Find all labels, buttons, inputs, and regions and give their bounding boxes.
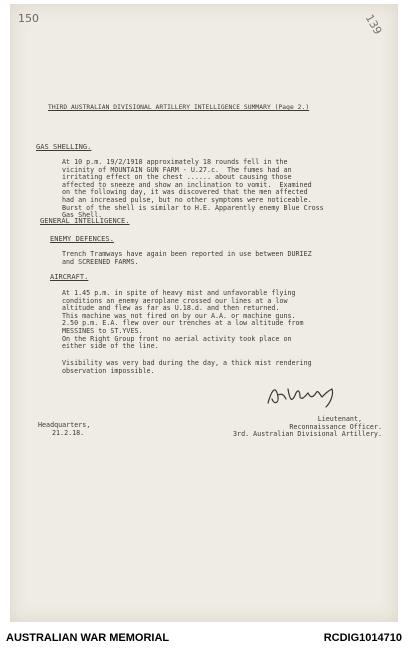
page-number-left: 150	[18, 12, 39, 25]
aircraft-heading: AIRCRAFT.	[50, 273, 89, 281]
signature-role: Reconnaissance Officer.	[289, 422, 382, 431]
footer-id: RCDIG1014710	[323, 632, 402, 644]
gas-line: had an increased pulse, but no other symptoms were noticeable.	[62, 195, 312, 204]
headquarters-date: 21.2.18.	[52, 428, 85, 437]
visibility-line: observation impossible.	[62, 366, 155, 375]
aircraft-line: 2.50 p.m. E.A. flew over our trenches at a low altitude from	[62, 319, 304, 328]
aircraft-line: MESSINES to ST.YVES.	[62, 326, 143, 335]
gas-shelling-heading: GAS SHELLING.	[36, 143, 92, 151]
signature-unit: 3rd. Australian Divisional Artillery.	[233, 430, 382, 439]
gas-line: vicinity of MOUNTAIN GUN FARM - U.27.c. The fumes had an	[62, 165, 292, 174]
aircraft-line: This machine was not fired on by our A.A. or machine guns.	[62, 311, 296, 320]
aircraft-line: On the Right Group front no aerial activity took place on	[62, 334, 292, 343]
enemy-line: Trench Tramways have again been reported in use between DURIEZ	[62, 250, 312, 258]
aircraft-line: altitude and flew as far as U.18.d. and then returned.	[62, 304, 280, 313]
gas-line: on the following day, it was discovered that the men affected	[62, 188, 308, 197]
aircraft-line: conditions an enemy aeroplane crossed our lines at a low	[62, 296, 288, 305]
gas-line: irritating effect on the chest ...... about causing those	[62, 173, 292, 182]
signature-block	[232, 416, 382, 439]
aircraft-paragraph	[62, 290, 304, 351]
visibility-line: Visibility was very bad during the day, a thick mist rendering	[62, 359, 312, 367]
aircraft-line: At 1.45 p.m. in spite of heavy mist and unfavorable flying	[62, 289, 296, 297]
headquarters-label: Headquarters,	[38, 421, 91, 429]
document-title: THIRD AUSTRALIAN DIVISIONAL ARTILLERY INTELLIGENCE SUMMARY (Page 2.)	[48, 104, 310, 111]
enemy-defences-paragraph	[62, 251, 312, 266]
enemy-line: and SCREENED FARMS.	[62, 257, 139, 266]
gas-line: At 10 p.m. 19/2/1918 approximately 18 rounds fell in the	[62, 158, 288, 166]
signature-rank: Lieutenant,	[317, 415, 362, 423]
gas-line: affected to sneeze and show an inclination to vomit. Examined	[62, 180, 312, 189]
footer-source: AUSTRALIAN WAR MEMORIAL	[6, 632, 170, 644]
headquarters-block	[38, 422, 90, 437]
visibility-paragraph	[62, 360, 312, 375]
enemy-defences-heading: ENEMY DEFENCES.	[50, 235, 114, 243]
page-number-right: 139	[362, 12, 385, 37]
gas-line: Burst of the shell is similar to H.E. Apparently enemy Blue Cross	[62, 203, 324, 212]
gas-line: Gas Shell.	[62, 211, 103, 220]
document-page	[10, 4, 398, 622]
aircraft-line: either side of the line.	[62, 342, 159, 351]
general-intelligence-heading: GENERAL INTELLIGENCE.	[40, 217, 130, 225]
handwritten-signature	[266, 381, 338, 411]
gas-shelling-paragraph	[62, 159, 324, 220]
